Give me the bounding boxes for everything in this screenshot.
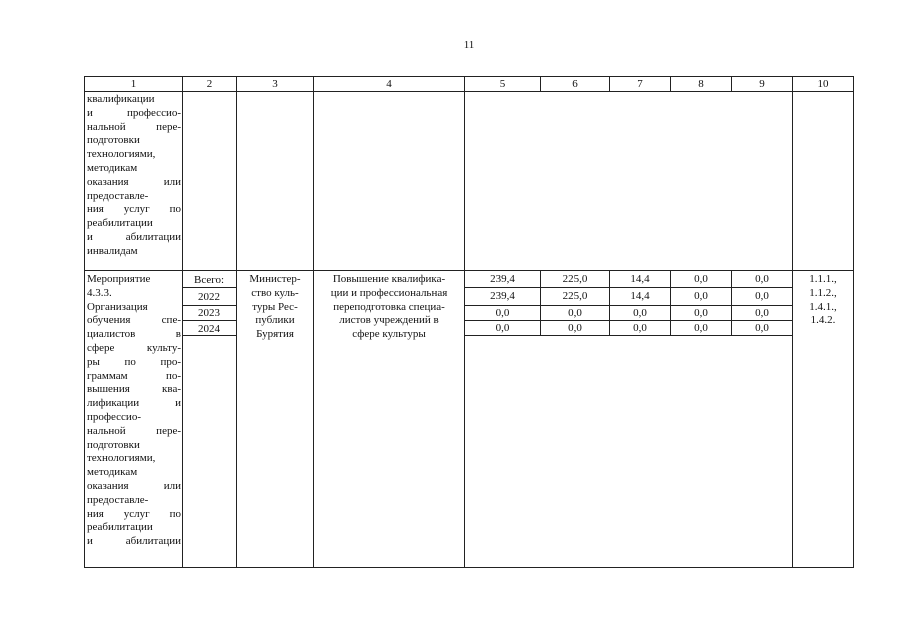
text-line: нальной пере- — [87, 120, 181, 133]
activity-description — [87, 273, 181, 549]
value-cell: 14,4 — [630, 273, 650, 285]
text-line: Повышение квалифика- — [332, 273, 446, 285]
text-line: переподготовка специа- — [333, 300, 445, 313]
year-total-label: Всего: — [193, 274, 225, 286]
text-line: и профессио- — [87, 106, 181, 119]
col-header-5: 5 — [499, 78, 506, 90]
col-header-2: 2 — [206, 78, 213, 90]
text-line: листов учреждений в — [339, 314, 439, 327]
text-line: и абилитации — [87, 535, 181, 548]
value-cell: 0,0 — [495, 307, 510, 319]
text-line: технологиями, — [87, 452, 156, 465]
value-cell: 0,0 — [694, 273, 708, 285]
executor — [239, 273, 311, 342]
col-header-10: 10 — [817, 78, 829, 90]
col-header-6: 6 — [572, 78, 578, 90]
value-cell: 239,4 — [490, 273, 515, 285]
text-line: профессио- — [87, 410, 141, 423]
text-line: сфере культуры — [352, 328, 426, 341]
value-cell: 0,0 — [633, 322, 647, 334]
text-line: подготовки — [87, 438, 140, 451]
value-cell: 225,0 — [562, 290, 588, 302]
year-label: 2023 — [198, 307, 220, 319]
col-header-1: 1 — [130, 78, 137, 90]
text-line: нальной пере- — [87, 424, 181, 437]
text-line: лификации и — [87, 397, 181, 410]
text-line: 1.1.2., — [809, 286, 837, 299]
text-line: методикам — [87, 161, 138, 174]
value-cell: 0,0 — [755, 290, 769, 302]
text-line: ство куль- — [251, 286, 299, 299]
text-line: реабилитации — [87, 217, 153, 230]
value-cell: 0,0 — [755, 322, 769, 334]
text-line: подготовки — [87, 134, 140, 147]
text-line: 1.4.1., — [809, 300, 837, 313]
text-line: квалификации — [87, 93, 155, 105]
value-cell: 0,0 — [755, 307, 769, 319]
text-line: ции и профессиональная — [330, 286, 448, 299]
text-line: предоставле- — [87, 493, 149, 506]
text-line: Министер- — [249, 273, 301, 285]
text-line: предоставле- — [87, 189, 149, 202]
value-cell: 14,4 — [630, 290, 650, 302]
indicator — [316, 273, 462, 342]
value-cell: 0,0 — [694, 307, 708, 319]
col-header-7: 7 — [637, 78, 643, 90]
value-cell: 0,0 — [694, 322, 708, 334]
value-cell: 0,0 — [495, 322, 510, 334]
text-line: оказания или — [87, 479, 181, 492]
text-line: 4.3.3. — [87, 286, 112, 299]
value-cell: 0,0 — [633, 307, 647, 319]
text-line: Организация — [87, 300, 148, 313]
text-line: инвалидам — [87, 244, 138, 257]
value-cell: 0,0 — [568, 307, 582, 319]
text-line: 1.4.2. — [810, 314, 836, 327]
text-line: граммам по- — [87, 369, 181, 382]
text-line: ры по про- — [87, 355, 181, 368]
text-line: сфере культу- — [87, 341, 181, 354]
col-header-9: 9 — [759, 78, 765, 90]
year-label: 2022 — [198, 291, 220, 303]
text-line: технологиями, — [87, 148, 156, 161]
value-cell: 239,4 — [490, 290, 515, 302]
page-number: 11 — [463, 39, 475, 51]
value-cell: 0,0 — [568, 322, 582, 334]
text-line: туры Рес- — [252, 300, 298, 313]
text-line: методикам — [87, 466, 138, 479]
text-line: циалистов в — [87, 328, 181, 341]
value-cell: 0,0 — [694, 290, 708, 302]
value-cell: 225,0 — [562, 273, 588, 285]
col-header-3: 3 — [272, 78, 278, 90]
value-cell: 0,0 — [755, 273, 769, 285]
text-line: оказания или — [87, 175, 181, 188]
target-indicators — [795, 273, 851, 328]
col-header-4: 4 — [386, 78, 392, 90]
year-label: 2024 — [198, 323, 220, 335]
text-line: вышения ква- — [87, 383, 181, 396]
text-line: Мероприятие — [87, 273, 151, 285]
continued-row-description — [87, 93, 181, 259]
text-line: обучения спе- — [87, 314, 181, 327]
text-line: Бурятия — [256, 328, 294, 341]
text-line: и абилитации — [87, 230, 181, 243]
col-header-8: 8 — [698, 78, 704, 90]
text-line: ния услуг по — [87, 203, 181, 216]
text-line: ния услуг по — [87, 507, 181, 520]
text-line: 1.1.1., — [809, 273, 837, 285]
text-line: публики — [255, 314, 295, 327]
text-line: реабилитации — [87, 521, 153, 534]
